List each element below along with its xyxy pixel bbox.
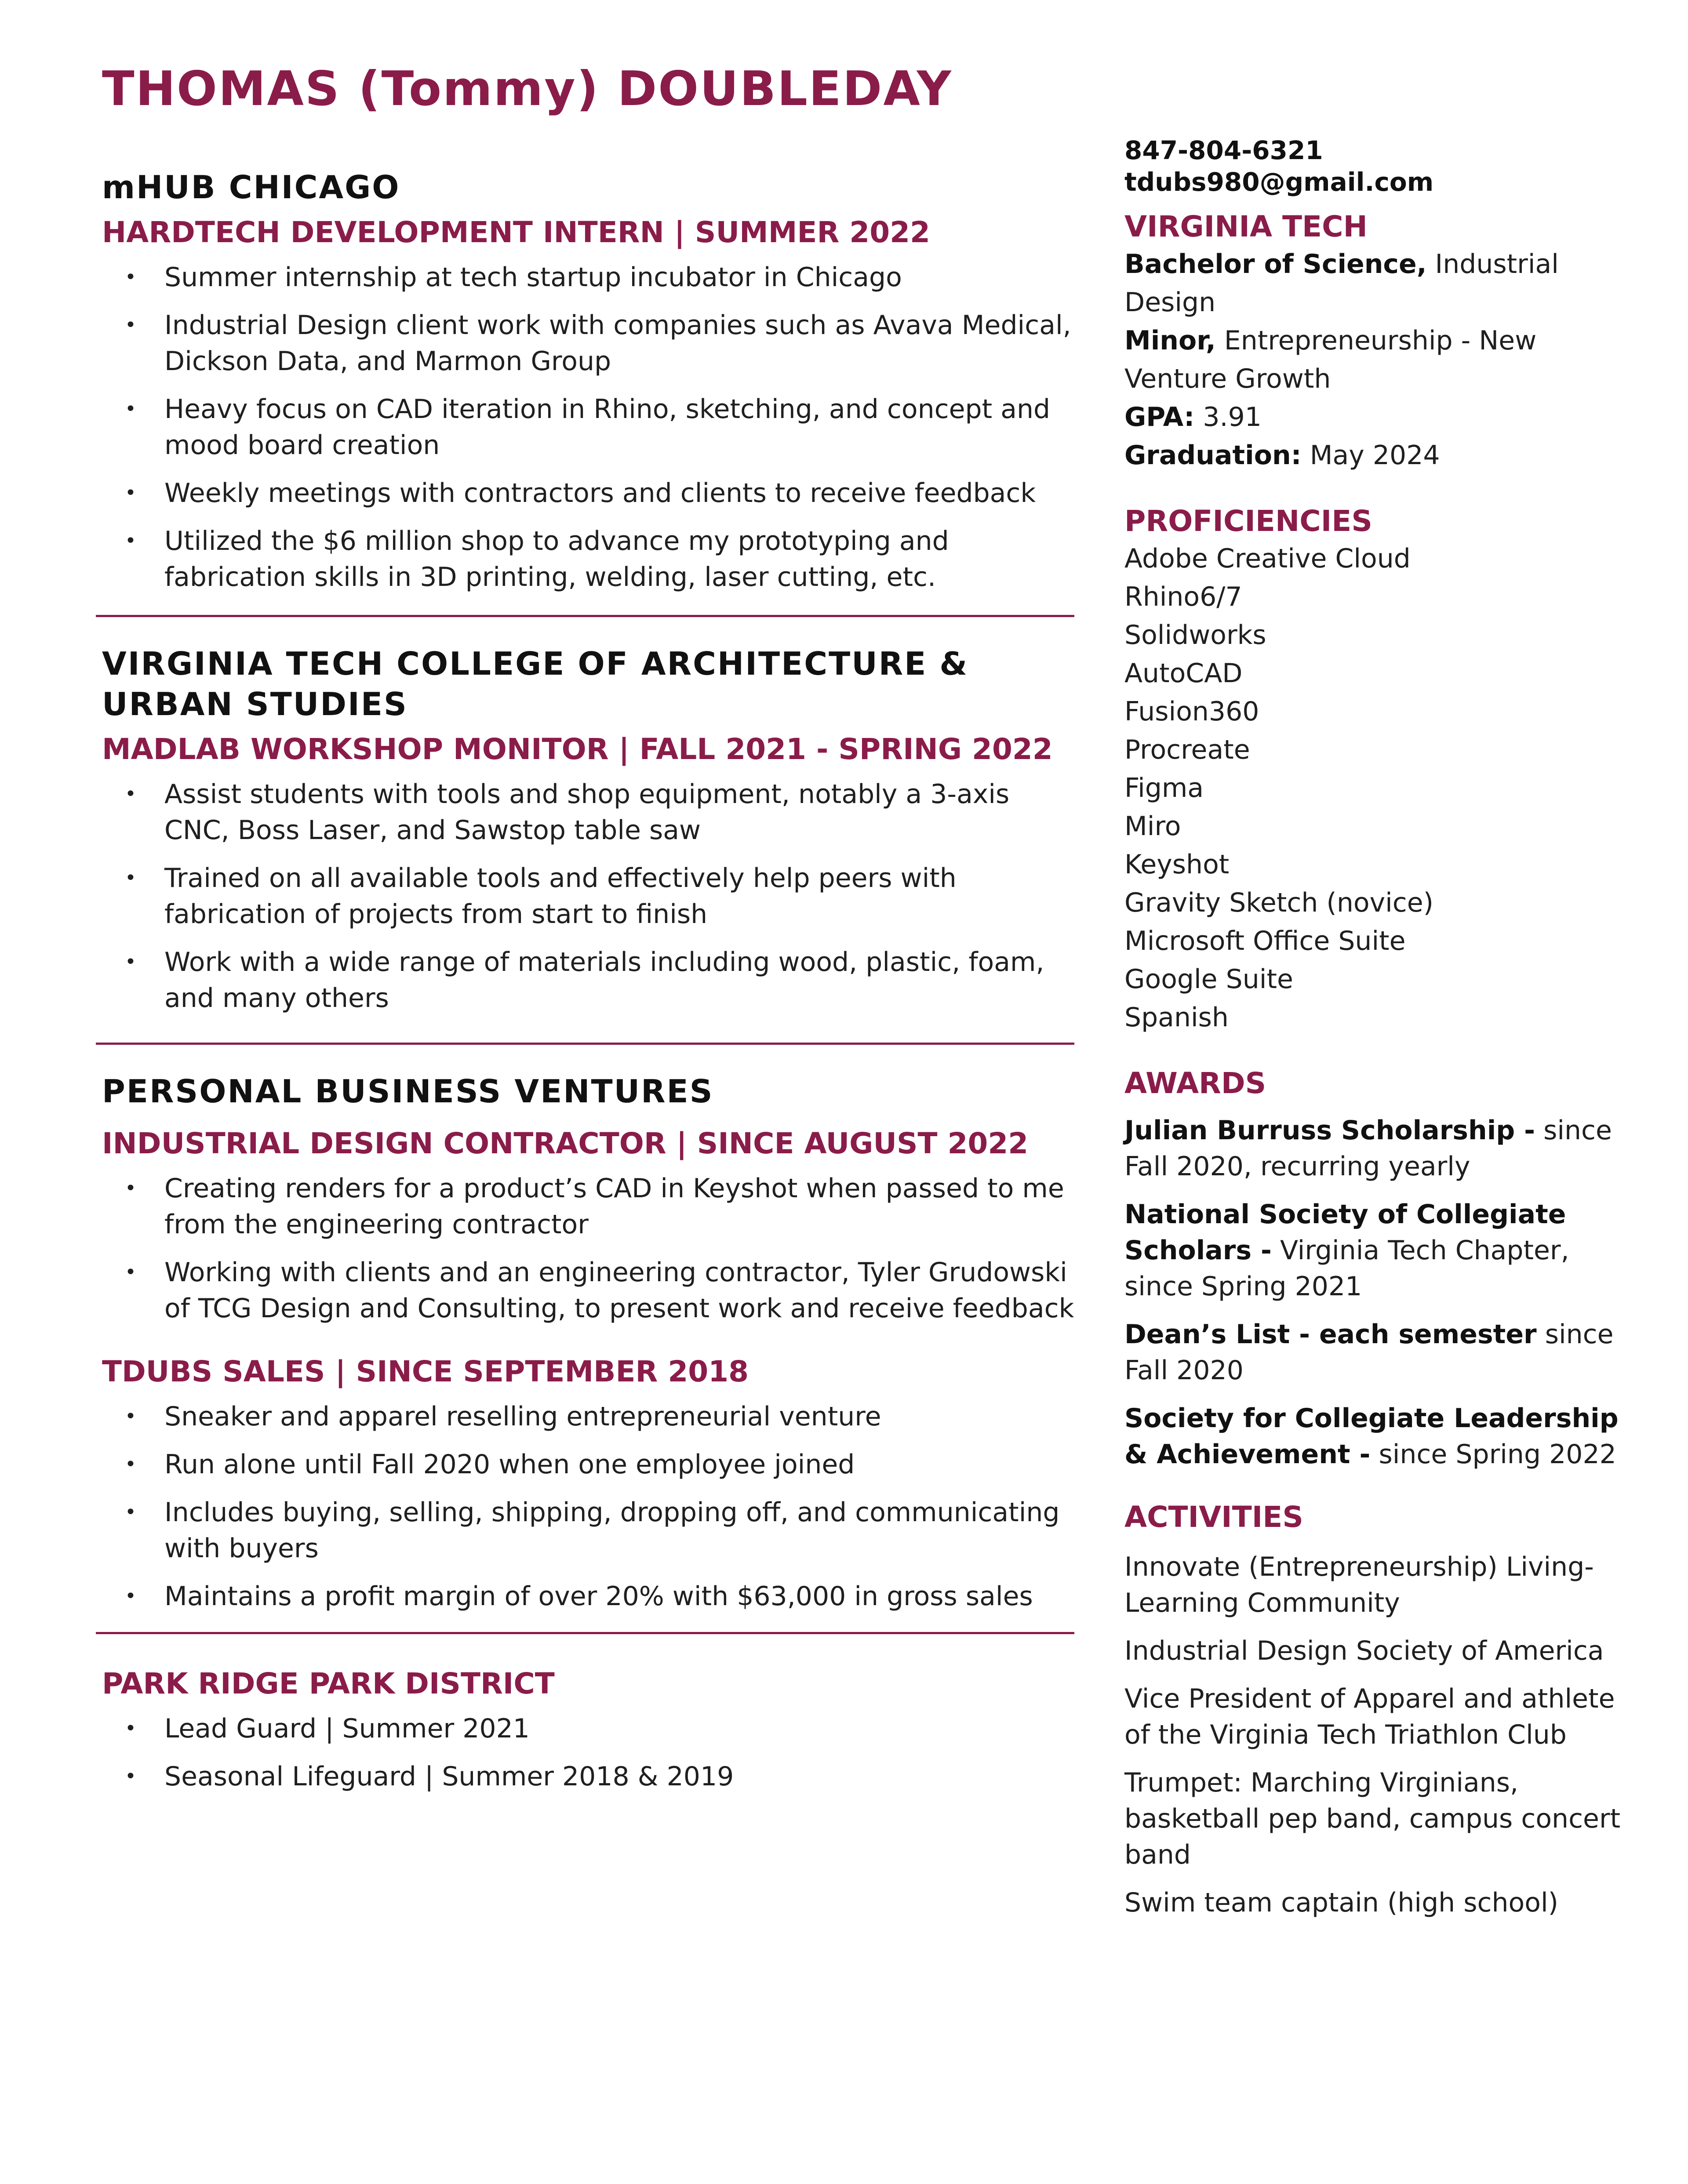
bullet-icon: • <box>125 1765 136 1788</box>
list-item: • Weekly meetings with contractors and clients to receive feedback <box>102 475 1074 511</box>
sidebar-column <box>1124 134 1630 1933</box>
list-item: • Lead Guard | Summer 2021 <box>102 1711 1074 1747</box>
activity-item: Trumpet: Marching Virginians, basketball pep band, campus concert band <box>1124 1767 1621 1870</box>
bullet-icon: • <box>125 530 136 552</box>
contact-block <box>1124 134 1630 198</box>
role-title: MADLAB WORKSHOP MONITOR | FALL 2021 - SPRING 2022 <box>102 732 1053 766</box>
bullet-icon: • <box>125 1405 136 1428</box>
bullet-list <box>102 1711 1074 1795</box>
education-block <box>1124 208 1630 475</box>
list-item: Google Suite <box>1124 964 1293 995</box>
bullet-icon: • <box>125 867 136 889</box>
list-item: Adobe Creative Cloud <box>1124 543 1411 574</box>
experience-column <box>102 167 1074 1806</box>
list-item: • Working with clients and an engineering contractor, Tyler Grudowski of TCG Design and Consulting, to present work and receive feedback <box>102 1254 1074 1326</box>
school-name: VIRGINIA TECH <box>1124 210 1368 243</box>
activity-item: Vice President of Apparel and athlete of the Virginia Tech Triathlon Club <box>1124 1683 1615 1750</box>
section-divider <box>96 615 1074 617</box>
graduation-line: Graduation: May 2024 <box>1124 440 1440 471</box>
role-title: TDUBS SALES | SINCE SEPTEMBER 2018 <box>102 1355 749 1388</box>
bullet-icon: • <box>125 1717 136 1740</box>
list-item: • Trained on all available tools and effectively help peers with fabrication of projects from start to finish <box>102 860 1074 932</box>
org-name: PERSONAL BUSINESS VENTURES <box>102 1073 714 1110</box>
degree-line: Bachelor of Science, Industrial Design <box>1124 249 1559 318</box>
list-item: Miro <box>1124 811 1181 842</box>
bullet-list <box>102 776 1074 1016</box>
award-item: Society for Collegiate Leadership & Achievement - since Spring 2022 <box>1124 1403 1619 1470</box>
vt-architecture-section <box>102 643 1074 1016</box>
bullet-icon: • <box>125 398 136 420</box>
activities-block <box>1124 1499 1630 1921</box>
list-item: • Utilized the $6 million shop to advance my prototyping and fabrication skills in 3D printing, welding, laser cutting, etc. <box>102 523 1074 595</box>
role-title: HARDTECH DEVELOPMENT INTERN | SUMMER 2022 <box>102 215 930 249</box>
bullet-icon: • <box>125 1585 136 1607</box>
park-district-section <box>102 1665 1074 1795</box>
resume-name: THOMAS (Tommy) DOUBLEDAY <box>102 62 953 116</box>
section-divider <box>96 1043 1074 1045</box>
bullet-icon: • <box>125 1453 136 1475</box>
list-item: • Run alone until Fall 2020 when one employee joined <box>102 1446 1074 1483</box>
list-item: • Assist students with tools and shop equipment, notably a 3-axis CNC, Boss Laser, and Sawstop table saw <box>102 776 1074 848</box>
list-item: • Summer internship at tech startup incubator in Chicago <box>102 259 1074 295</box>
awards-block <box>1124 1065 1630 1472</box>
activity-item: Innovate (Entrepreneurship) Living-Learning Community <box>1124 1552 1594 1618</box>
section-heading: AWARDS <box>1124 1066 1266 1100</box>
section-divider <box>96 1632 1074 1634</box>
list-item: Solidworks <box>1124 620 1266 650</box>
award-item: National Society of Collegiate Scholars - Virginia Tech Chapter, since Spring 2021 <box>1124 1199 1569 1302</box>
list-item: Procreate <box>1124 734 1250 765</box>
list-item: Gravity Sketch (novice) <box>1124 887 1434 918</box>
bullet-list <box>102 1399 1074 1614</box>
list-item: • Maintains a profit margin of over 20% with $63,000 in gross sales <box>102 1578 1074 1614</box>
email-address: tdubs980@gmail.com <box>1124 167 1434 197</box>
award-item: Dean’s List - each semester since Fall 2020 <box>1124 1319 1614 1386</box>
list-item: • Sneaker and apparel reselling entrepreneurial venture <box>102 1399 1074 1435</box>
activity-item: Swim team captain (high school) <box>1124 1887 1559 1918</box>
list-item: Keyshot <box>1124 849 1230 880</box>
bullet-icon: • <box>125 1501 136 1523</box>
activity-item: Industrial Design Society of America <box>1124 1635 1604 1666</box>
personal-ventures-section <box>102 1071 1074 1614</box>
bullet-icon: • <box>125 482 136 504</box>
bullet-list <box>102 259 1074 595</box>
mhub-section <box>102 167 1074 595</box>
list-item: Microsoft Office Suite <box>1124 926 1406 956</box>
bullet-list <box>102 1170 1074 1326</box>
list-item: • Seasonal Lifeguard | Summer 2018 & 2019 <box>102 1759 1074 1795</box>
bullet-icon: • <box>125 1261 136 1283</box>
bullet-icon: • <box>125 314 136 336</box>
list-item: Rhino6/7 <box>1124 581 1242 612</box>
award-item: Julian Burruss Scholarship - since Fall 2020, recurring yearly <box>1124 1115 1612 1182</box>
bullet-icon: • <box>125 951 136 973</box>
list-item: • Heavy focus on CAD iteration in Rhino, sketching, and concept and mood board creation <box>102 391 1074 463</box>
list-item: • Includes buying, selling, shipping, dropping off, and communicating with buyers <box>102 1494 1074 1566</box>
role-title: PARK RIDGE PARK DISTRICT <box>102 1667 555 1701</box>
minor-line: Minor, Entrepreneurship - New Venture Growth <box>1124 325 1537 394</box>
org-name: mHUB CHICAGO <box>102 169 400 206</box>
phone-number: 847-804-6321 <box>1124 135 1323 165</box>
list-item: • Creating renders for a product’s CAD in Keyshot when passed to me from the engineering contractor <box>102 1170 1074 1243</box>
bullet-icon: • <box>125 1177 136 1199</box>
org-name: VIRGINIA TECH COLLEGE OF ARCHITECTURE & URBAN STUDIES <box>102 645 969 723</box>
proficiencies-block <box>1124 503 1630 1037</box>
bullet-icon: • <box>125 783 136 805</box>
list-item: Fusion360 <box>1124 696 1259 727</box>
role-title: INDUSTRIAL DESIGN CONTRACTOR | SINCE AUGUST 2022 <box>102 1127 1029 1160</box>
list-item: • Work with a wide range of materials including wood, plastic, foam, and many others <box>102 944 1074 1016</box>
section-heading: ACTIVITIES <box>1124 1500 1303 1534</box>
list-item: AutoCAD <box>1124 658 1243 689</box>
list-item: • Industrial Design client work with companies such as Avava Medical, Dickson Data, and Marmon Group <box>102 307 1074 379</box>
bullet-icon: • <box>125 266 136 288</box>
gpa-line: GPA: 3.91 <box>1124 402 1262 432</box>
list-item: Spanish <box>1124 1002 1229 1033</box>
list-item: Figma <box>1124 773 1204 803</box>
section-heading: PROFICIENCIES <box>1124 504 1372 538</box>
